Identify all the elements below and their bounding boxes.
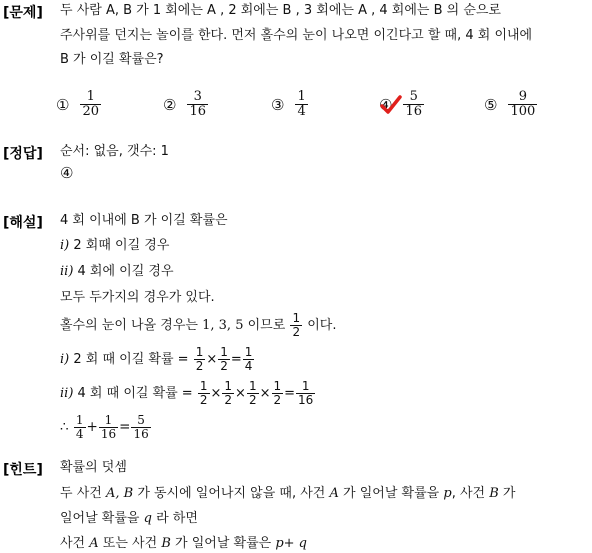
calc-1-frac-b: $\frac{1}{2}$ (220, 345, 228, 373)
explanation-line-6: i) 2 회 때 이길 확률 = $\frac{1}{2}$ × $\frac{1}{2}$ = $\frac{1}{4}$ (60, 345, 253, 373)
choice-3[interactable] (271, 90, 309, 119)
half-fraction (290, 312, 302, 339)
case-1-calc-text: 2 회 때 이길 확률 = (73, 352, 189, 367)
problem-text-line-3: B 가 이길 확률은? (60, 52, 164, 67)
sum-term-1: $\frac{1}{4}$ (75, 413, 84, 441)
choice-1-number: ① (56, 95, 70, 114)
choice-5-numerator: 9 (518, 89, 527, 104)
choice-4-number: ④ (379, 95, 393, 114)
selected-check-icon (380, 95, 402, 115)
choice-5-number: ⑤ (484, 95, 498, 114)
hint-line-1: 확률의 덧셈 (60, 460, 127, 475)
hint-text: 가 일어날 확률을 (343, 486, 440, 501)
answer-label: [정답] (3, 146, 43, 162)
case-1-text: 2 회때 이길 경우 (73, 238, 170, 253)
half-denominator: 2 (292, 325, 301, 339)
explanation-label: [해설] (3, 215, 43, 231)
hint-var-b: B (161, 536, 171, 551)
hint-text: 가 동시에 일어나지 않을 때, 사건 (137, 486, 326, 501)
hint-text: 또는 사건 (102, 536, 158, 551)
calc-2-frac-a: $\frac{1}{2}$ (199, 379, 208, 407)
sum-result: $\frac{5}{16}$ (133, 413, 149, 441)
hint-var-p: p (443, 486, 452, 501)
case-1-calc-tag: i) (60, 352, 70, 367)
problem-text-line-2: 주사위를 던지는 놀이를 한다. 먼저 홀수의 눈이 나오면 이긴다고 할 때, 4 회 이내에 (60, 28, 533, 43)
choice-1-denominator: 20 (82, 104, 99, 119)
hint-label: [힌트] (3, 462, 43, 478)
answer-meta: 순서: 없음, 갯수: 1 (60, 144, 169, 159)
explanation-line-3 (60, 263, 174, 281)
explanation-line-8: ∴ $\frac{1}{4}$ + $\frac{1}{16}$ = $\frac{5}{16}$ (60, 413, 149, 441)
hint-line-4 (60, 535, 307, 553)
choice-2-numerator: 3 (193, 89, 202, 104)
explanation-line-1: 4 회 이내에 B 가 이길 확률은 (60, 213, 228, 228)
hint-text: 일어날 확률을 (60, 511, 140, 526)
hint-var-a: A (89, 536, 99, 551)
calc-2-frac-d: $\frac{1}{2}$ (273, 379, 282, 407)
answer-choice: ④ (60, 164, 74, 182)
explanation-line-7: ii) 4 회 때 이길 확률 = $\frac{1}{2}$ × $\frac{1}{2}$ × $\frac{1}{2}$ × $\frac{1}{2}$ = $\frac{1}{16}$ (60, 379, 314, 407)
calc-1-result: $\frac{1}{4}$ (244, 345, 253, 373)
calc-2-result: $\frac{1}{16}$ (298, 379, 314, 407)
case-1-tag: i) (60, 238, 70, 253)
explanation-line-2 (60, 237, 169, 255)
calc-2-frac-c: $\frac{1}{2}$ (248, 379, 257, 407)
problem-text-line-1: 두 사람 A, B 가 1 회에는 A , 2 회에는 B , 3 회에는 A , 4 회에는 B 의 순으로 (60, 3, 501, 18)
half-numerator: 1 (292, 311, 301, 325)
choice-1-numerator: 1 (86, 89, 95, 104)
odd-cases-text: 홀수의 눈이 나올 경우는 (60, 318, 198, 333)
explanation-line-4: 모두 두가지의 경우가 있다. (60, 290, 215, 305)
hint-var-b: B (489, 486, 499, 501)
choice-3-number: ③ (271, 95, 285, 114)
case-2-tag: ii) (60, 264, 74, 279)
choice-2-denominator: 16 (189, 104, 206, 119)
odd-cases-numbers: 1, 3, 5 (202, 318, 244, 333)
sum-term-2: $\frac{1}{16}$ (100, 413, 117, 441)
choice-5[interactable] (484, 90, 538, 119)
choice-5-fraction (508, 90, 537, 119)
choice-1[interactable] (56, 90, 102, 119)
hint-text: 사건 (60, 536, 86, 551)
choice-5-denominator: 100 (510, 104, 536, 119)
explanation-line-5 (60, 312, 336, 339)
hint-text: 가 일어날 확률은 (175, 536, 272, 551)
therefore-symbol: ∴ (60, 419, 69, 435)
hint-var-a: A (329, 486, 339, 501)
choice-4-numerator: 5 (409, 89, 418, 104)
hint-text: 가 (502, 486, 516, 501)
odd-cases-mid: 이므로 (247, 318, 286, 333)
choice-2-number: ② (163, 95, 177, 114)
choice-4-denominator: 16 (405, 104, 422, 119)
hint-line-3 (60, 510, 198, 528)
choice-4-fraction (403, 90, 424, 119)
choice-2[interactable] (163, 90, 209, 119)
case-2-calc-tag: ii) (60, 386, 74, 401)
choice-3-denominator: 4 (297, 104, 306, 119)
problem-label: [문제] (3, 5, 43, 21)
hint-line-2 (60, 485, 515, 503)
calc-1-frac-a: $\frac{1}{2}$ (195, 345, 204, 373)
choice-2-fraction (187, 90, 208, 119)
choice-1-fraction (80, 90, 101, 119)
odd-cases-end: 이다. (307, 318, 337, 333)
case-2-text: 4 회에 이길 경우 (77, 264, 174, 279)
hint-text: 라 하면 (156, 511, 198, 526)
case-2-calc-text: 4 회 때 이길 확률 = (77, 386, 193, 401)
hint-expression: p+ q (275, 536, 307, 551)
hint-var-q: q (143, 511, 152, 526)
calc-2-frac-b: $\frac{1}{2}$ (224, 379, 233, 407)
choice-3-numerator: 1 (297, 89, 306, 104)
choice-3-fraction (295, 90, 307, 119)
hint-var-ab: A, B (105, 486, 134, 501)
hint-text: 두 사건 (60, 486, 102, 501)
hint-text: , 사건 (451, 486, 486, 501)
